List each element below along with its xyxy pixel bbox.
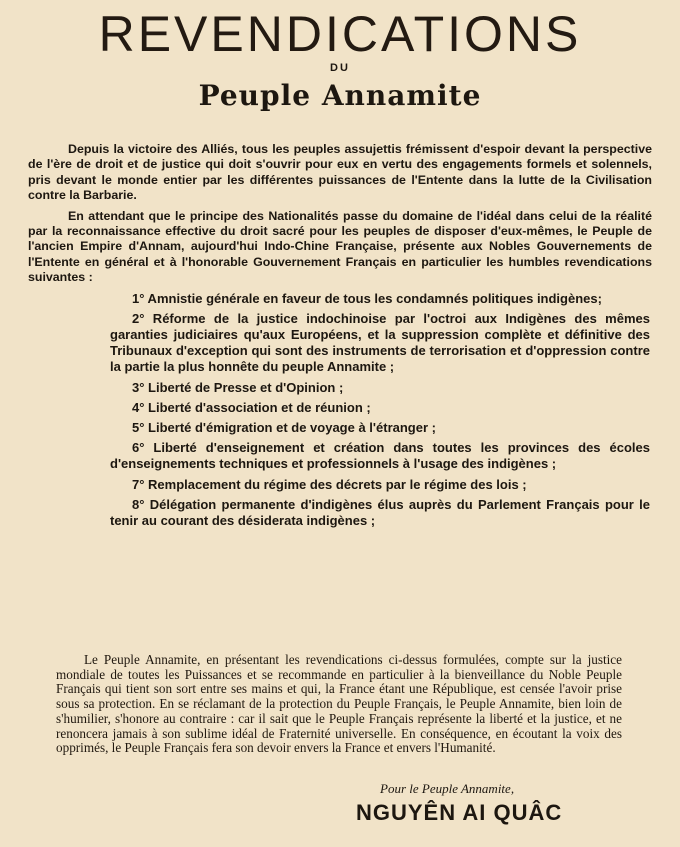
- document-title: REVENDICATIONS: [98, 6, 582, 62]
- body-text: [28, 142, 652, 533]
- document-subtitle: Peuple Annamite: [198, 79, 482, 112]
- demand-item: 1° Amnistie générale en faveur de tous les condamnés politiques indigènes;: [132, 290, 602, 306]
- demand-item: 6° Liberté d'enseignement et création dans toutes les provinces des écoles d'enseignements techniques et professionnels à l'usage des indigènes ;: [110, 440, 650, 472]
- closing-text: Le Peuple Annamite, en présentant les revendications ci-dessus formulées, compte sur la justice mondiale de toutes les Puissances et se recommande en particulier à la bienveillance du Noble Peuple Français qui tient son sort entre ses mains et qui, la France étant une République, est censée l'avoir prise sous sa protection. En se réclamant de la protection du Peuple Français, le Peuple Annamite, bien loin de s'humilier, s'honore au contraire : car il sait que le Peuple Français représente la liberté et la justice, et ne renoncera jamais à son sublime idéal de Fraternité universelle. En conséquence, en écoutant la voix des opprimés, le Peuple Français fera son devoir envers la France et envers l'Humanité.: [56, 652, 622, 756]
- intro-paragraph: Depuis la victoire des Alliés, tous les peuples assujettis frémissent d'espoir devant la perspective de l'ère de droit et de justice qui doit s'ouvrir pour eux en vertu des engagements formels et solennels, pris devant le monde entier par les différentes puissances de l'Entente dans la lutte de la Civilisation contre la Barbarie.: [28, 142, 652, 203]
- demands-list: [110, 291, 650, 530]
- author-signature: NGUYÊN AI QUÂC: [356, 800, 563, 825]
- demand-item: 7° Remplacement du régime des décrets par le régime des lois ;: [132, 476, 527, 492]
- title-connector: DU: [330, 62, 350, 74]
- demand-item: 2° Réforme de la justice indochinoise par l'octroi aux Indigènes des mêmes garanties judiciaires qu'aux Européens, et la suppression complète et définitive des Tribunaux d'exception qui sont des instruments de terrorisation et d'oppression contre la partie la plus honnête du peuple Annamite ;: [110, 310, 650, 375]
- demand-item: 8° Délégation permanente d'indigènes élus auprès du Parlement Français pour le tenir au courant des désiderata indigènes ;: [110, 496, 650, 529]
- demand-item: 4° Liberté d'association et de réunion ;: [132, 399, 371, 415]
- signoff-line: Pour le Peuple Annamite,: [380, 781, 515, 796]
- intro-paragraph: En attendant que le principe des Nationalités passe du domaine de l'idéal dans celui de la réalité par la reconnaissance effective du droit sacré pour les peuples de disposer d'eux-mêmes, le Peuple de l'ancien Empire d'Annam, aujourd'hui Indo-Chine Française, présente aux Nobles Gouvernements de l'Entente en général et à l'honorable Gouvernement Français en particulier les humbles revendications suivantes :: [28, 208, 652, 285]
- closing-paragraph: [56, 653, 622, 756]
- demand-item: 5° Liberté d'émigration et de voyage à l'étranger ;: [132, 420, 436, 436]
- demand-item: 3° Liberté de Presse et d'Opinion ;: [132, 379, 344, 395]
